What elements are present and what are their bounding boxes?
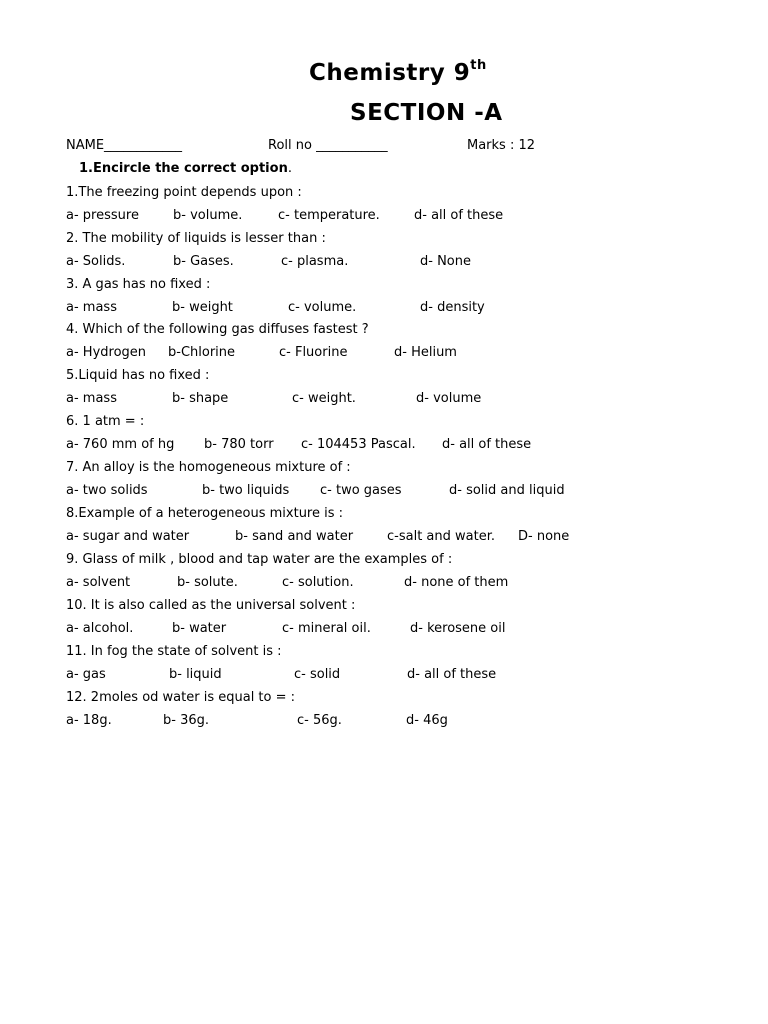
q9-option-b: b- solute.: [177, 575, 238, 590]
q8-option-a: a- sugar and water: [66, 529, 190, 544]
question-4: 4. Which of the following gas diffuses fastest ?: [66, 322, 369, 337]
q2-option-a: a- Solids.: [66, 254, 126, 269]
q12-option-d: d- 46g: [406, 713, 448, 728]
question-5: 5.Liquid has no fixed :: [66, 368, 210, 383]
q2-option-d: d- None: [420, 254, 471, 269]
question-9: 9. Glass of milk , blood and tap water are the examples of :: [66, 552, 453, 567]
question-10: 10. It is also called as the universal solvent :: [66, 598, 356, 613]
instruction: [79, 161, 292, 177]
instruction-text: 1.Encircle the correct option: [79, 161, 288, 176]
q10-option-a: a- alcohol.: [66, 621, 134, 636]
q9-option-c: c- solution.: [282, 575, 354, 590]
q2-option-c: c- plasma.: [281, 254, 349, 269]
q12-option-c: c- 56g.: [297, 713, 342, 728]
q7-option-b: b- two liquids: [202, 483, 290, 498]
q3-option-d: d- density: [420, 300, 485, 315]
marks-label: Marks : 12: [467, 138, 536, 153]
q11-option-d: d- all of these: [407, 667, 497, 682]
q8-option-c: c-salt and water.: [387, 529, 495, 544]
q7-option-a: a- two solids: [66, 483, 148, 498]
q1-option-d: d- all of these: [414, 208, 504, 223]
q3-option-b: b- weight: [172, 300, 233, 315]
q9-option-a: a- solvent: [66, 575, 131, 590]
q11-option-b: b- liquid: [169, 667, 222, 682]
question-1: 1.The freezing point depends upon :: [66, 185, 302, 200]
q1-option-b: b- volume.: [173, 208, 243, 223]
title-text: Chemistry 9: [309, 60, 471, 86]
q2-option-b: b- Gases.: [173, 254, 234, 269]
question-3: 3. A gas has no fixed :: [66, 277, 211, 292]
q10-option-c: c- mineral oil.: [282, 621, 371, 636]
question-2: 2. The mobility of liquids is lesser than :: [66, 231, 326, 246]
q3-option-a: a- mass: [66, 300, 117, 315]
q7-option-d: d- solid and liquid: [449, 483, 565, 498]
question-11: 11. In fog the state of solvent is :: [66, 644, 282, 659]
q3-option-c: c- volume.: [288, 300, 357, 315]
q5-option-a: a- mass: [66, 391, 117, 406]
q6-option-d: d- all of these: [442, 437, 532, 452]
q9-option-d: d- none of them: [404, 575, 509, 590]
q5-option-b: b- shape: [172, 391, 229, 406]
question-6: 6. 1 atm = :: [66, 414, 145, 429]
question-7: 7. An alloy is the homogeneous mixture of :: [66, 460, 351, 475]
question-8: 8.Example of a heterogeneous mixture is :: [66, 506, 344, 521]
q10-option-b: b- water: [172, 621, 227, 636]
q12-option-a: a- 18g.: [66, 713, 112, 728]
q12-option-b: b- 36g.: [163, 713, 210, 728]
q1-option-c: c- temperature.: [278, 208, 380, 223]
q4-option-b: b-Chlorine: [168, 345, 236, 360]
name-field-label: NAME____________: [66, 138, 183, 153]
q6-option-a: a- 760 mm of hg: [66, 437, 175, 452]
q6-option-c: c- 104453 Pascal.: [301, 437, 416, 452]
q6-option-b: b- 780 torr: [204, 437, 274, 452]
question-12: 12. 2moles od water is equal to = :: [66, 690, 296, 705]
q7-option-c: c- two gases: [320, 483, 402, 498]
title-superscript: th: [470, 58, 487, 74]
q4-option-a: a- Hydrogen: [66, 345, 147, 360]
q5-option-d: d- volume: [416, 391, 482, 406]
q1-option-a: a- pressure: [66, 208, 139, 223]
roll-no-field-label: Roll no ___________: [268, 138, 388, 153]
q8-option-d: D- none: [518, 529, 570, 544]
q8-option-b: b- sand and water: [235, 529, 354, 544]
q4-option-d: d- Helium: [394, 345, 457, 360]
q5-option-c: c- weight.: [292, 391, 356, 406]
section-heading: SECTION -A: [350, 100, 503, 126]
q11-option-a: a- gas: [66, 667, 106, 682]
q11-option-c: c- solid: [294, 667, 341, 682]
instruction-period: .: [287, 161, 292, 176]
q4-option-c: c- Fluorine: [279, 345, 348, 360]
page-title: [309, 60, 487, 86]
q10-option-d: d- kerosene oil: [410, 621, 506, 636]
